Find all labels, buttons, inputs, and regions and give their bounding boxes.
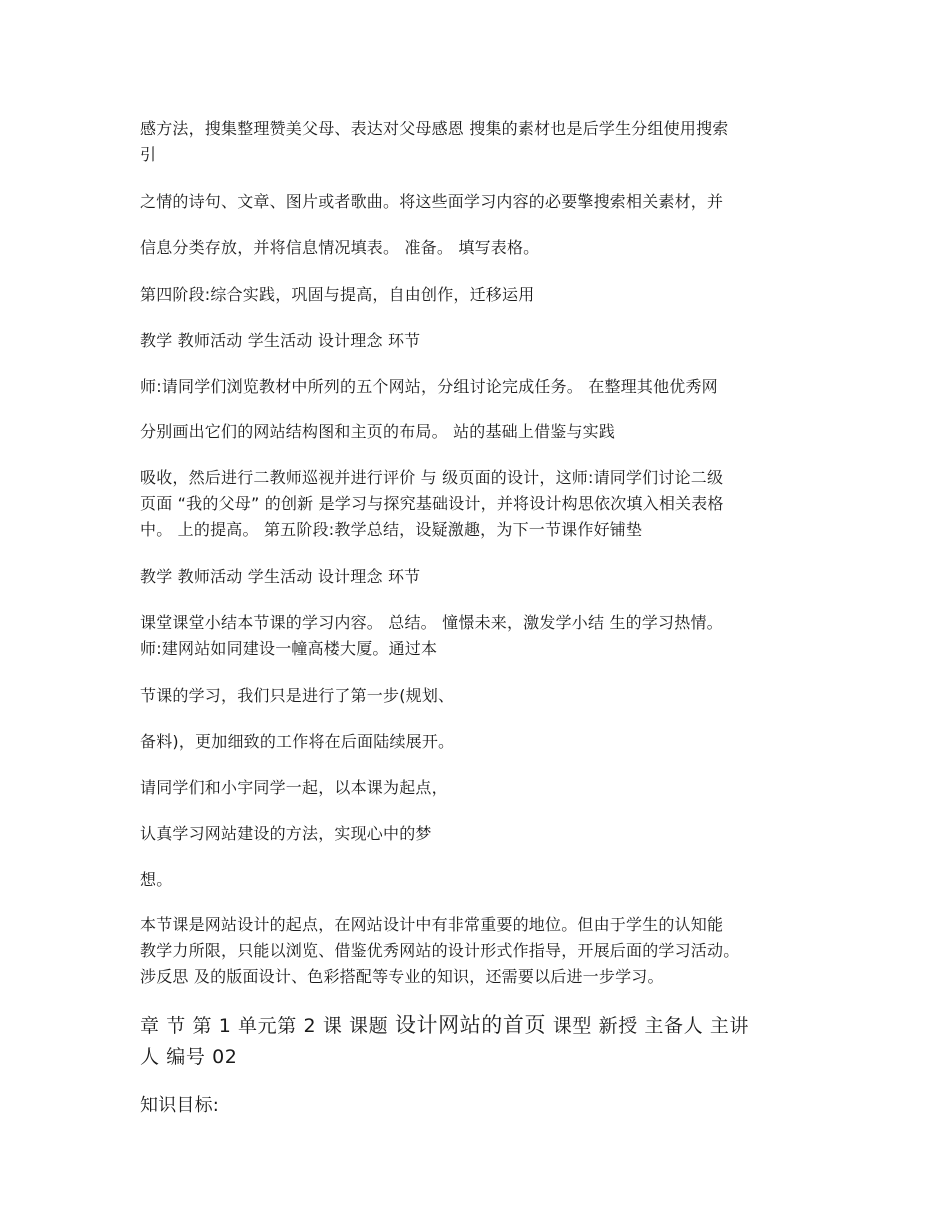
lesson-info-line-2: 人 编号 02 (140, 1046, 238, 1068)
paragraph-line: 师:请同学们浏览教材中所列的五个网站，分组讨论完成任务。 在整理其他优秀网 (140, 377, 718, 396)
paragraph-line: 信息分类存放，并将信息情况填表。 准备。 填写表格。 (140, 238, 540, 257)
paragraph-line: 之情的诗句、文章、图片或者歌曲。将这些面学习内容的必要擎搜索相关素材，并 (140, 192, 724, 211)
paragraph-line: 页面 “我的父母” 的创新 是学习与探究基础设计，并将设计构思依次填入相关表格 (140, 494, 724, 513)
paragraph-line: 备料)，更加细致的工作将在后面陆续展开。 (140, 732, 455, 751)
paragraph-line: 分别画出它们的网站结构图和主页的布局。 站的基础上借鉴与实践 (140, 422, 616, 441)
paragraph-line: 感方法，搜集整理赞美父母、表达对父母感恩 搜集的素材也是后学生分组使用搜索 (140, 119, 729, 138)
paragraph-line: 涉反思 及的版面设计、色彩搭配等专业的知识，还需要以后进一步学习。 (140, 967, 664, 986)
paragraph-line: 想。 (140, 870, 173, 889)
paragraph-line: 课堂课堂小结本节课的学习内容。 总结。 憧憬未来，激发学小结 生的学习热情。 (140, 613, 723, 632)
lesson-info-suffix: 课型 新授 主备人 主讲 (546, 1015, 750, 1037)
paragraph-line: 中。 上的提高。 第五阶段:教学总结，设疑激趣，为下一节课作好铺垫 (140, 520, 643, 539)
paragraph-line: 认真学习网站建设的方法，实现心中的梦 (140, 824, 432, 843)
paragraph-line: 吸收，然后进行二教师巡视并进行评价 与 级页面的设计，这师:请同学们讨论二级 (140, 468, 724, 487)
paragraph-line: 本节课是网站设计的起点，在网站设计中有非常重要的地位。但由于学生的认知能 (140, 915, 724, 934)
knowledge-goal-heading: 知识目标: (140, 1095, 220, 1116)
paragraph-line: 请同学们和小宇同学一起，以本课为起点， (140, 778, 448, 797)
lesson-title: 设计网站的首页 (394, 1013, 547, 1037)
table-header-line: 教学 教师活动 学生活动 设计理念 环节 (140, 567, 421, 586)
paragraph-line: 引 (140, 145, 157, 164)
lesson-info-prefix: 章 节 第 1 单元第 2 课 课题 (140, 1015, 395, 1037)
paragraph-line: 节课的学习，我们只是进行了第一步(规划、 (140, 686, 455, 705)
paragraph-line: 教学力所限，只能以浏览、借鉴优秀网站的设计形式作指导，开展后面的学习活动。 (140, 941, 740, 960)
section-heading-stage-four: 第四阶段:综合实践，巩固与提高，自由创作，迁移运用 (140, 285, 535, 304)
paragraph-line: 师:建网站如同建设一幢高楼大厦。通过本 (140, 639, 438, 658)
lesson-info-header (140, 1009, 820, 1042)
table-header-line: 教学 教师活动 学生活动 设计理念 环节 (140, 331, 421, 350)
